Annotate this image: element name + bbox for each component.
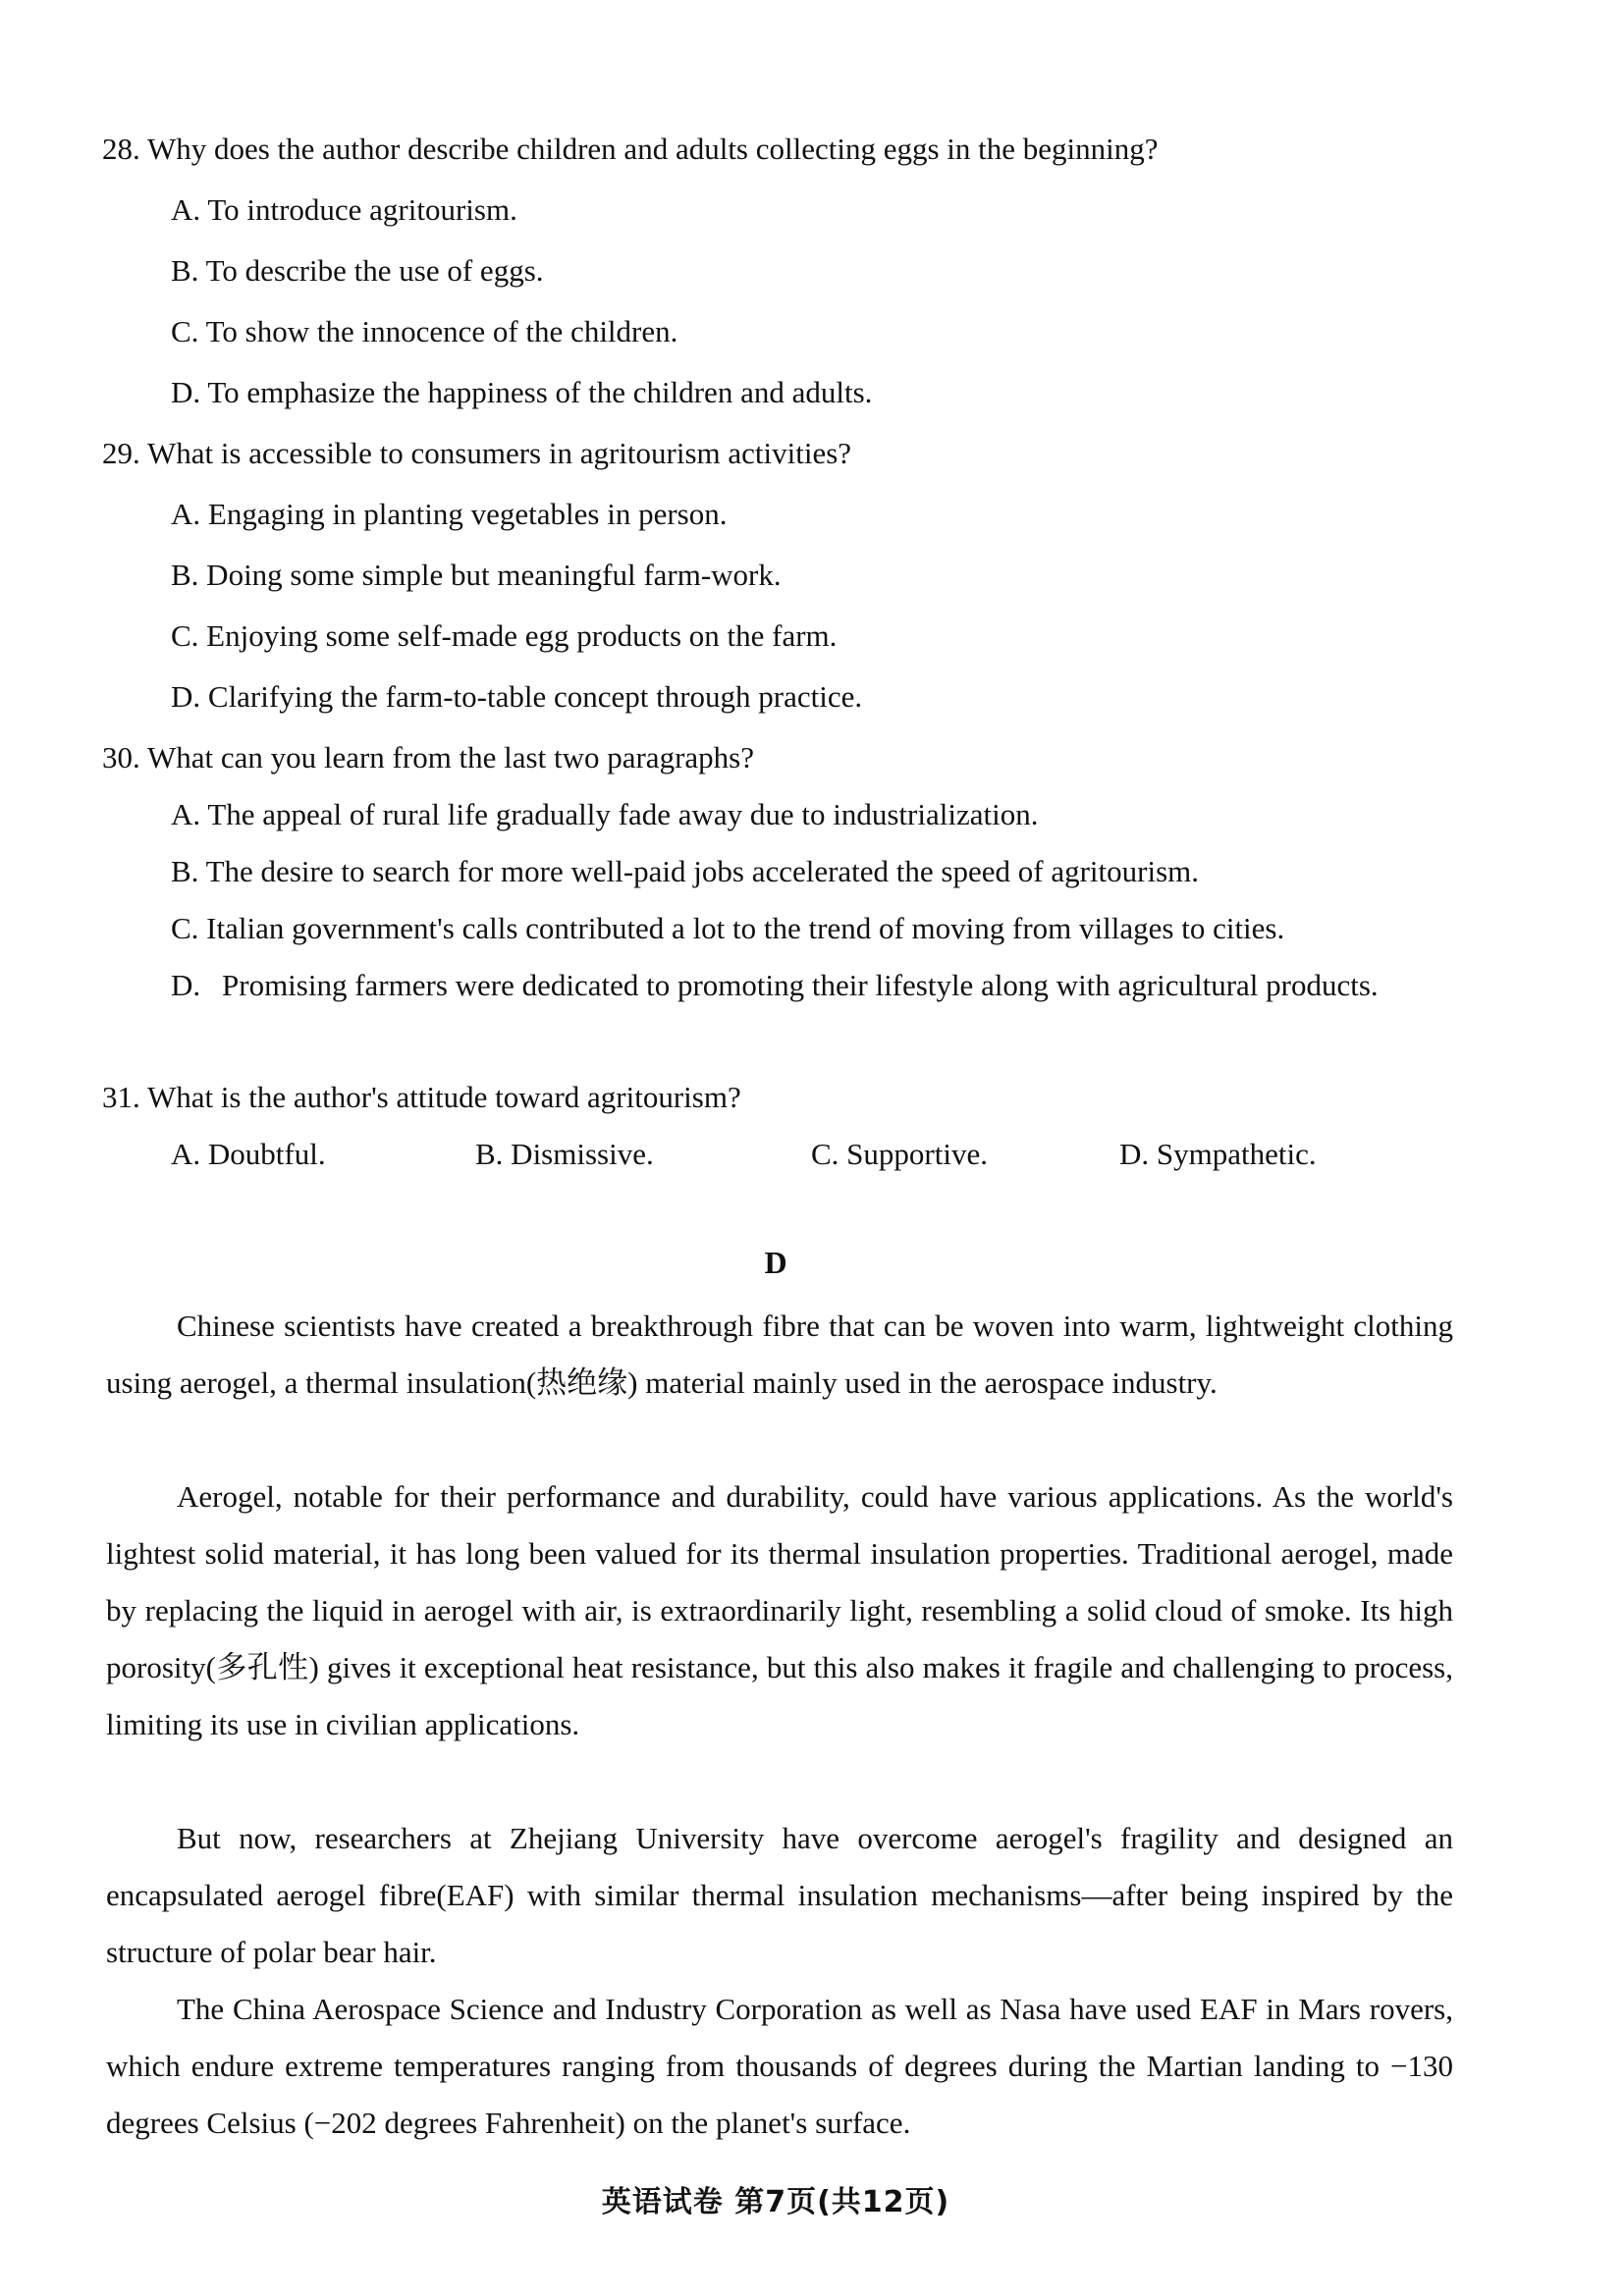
passage-paragraph-3: But now, researchers at Zhejiang University have overcome aerogel's fragility and designed an encapsulated aerogel fibre(EAF) with similar thermal insulation mechanisms—after being inspired by the structure of polar bear hair. [106,1821,1453,1969]
question-30-option-c: C. Italian government's calls contributed a lot to the trend of moving from villages to cities. [171,911,1285,945]
page-footer: 英语试卷 第7页(共12页) [601,2185,950,2219]
question-28-option-c: C. To show the innocence of the children. [171,314,678,348]
question-30-stem: 30. What can you learn from the last two paragraphs? [102,740,754,774]
question-30-option-d-letter: D. [171,968,201,1002]
question-31-option-a: A. Doubtful. [171,1137,326,1171]
question-29-option-d: D. Clarifying the farm-to-table concept through practice. [171,679,863,714]
question-29-option-c: C. Enjoying some self-made egg products on the farm. [171,618,838,653]
question-28-option-d: D. To emphasize the happiness of the children and adults. [171,375,873,409]
question-31-option-b: B. Dismissive. [475,1137,654,1171]
question-28-option-b: B. To describe the use of eggs. [171,253,544,288]
question-30-option-b: B. The desire to search for more well-paid jobs accelerated the speed of agritourism. [171,854,1200,888]
question-30-option-d-text: Promising farmers were dedicated to promoting their lifestyle along with agricultural products. [222,968,1379,1002]
question-28-stem: 28. Why does the author describe children and adults collecting eggs in the beginning? [102,132,1159,166]
question-29-option-b: B. Doing some simple but meaningful farm-work. [171,558,782,592]
question-31-option-d: D. Sympathetic. [1119,1137,1317,1171]
question-29-option-a: A. Engaging in planting vegetables in person. [171,497,728,531]
question-31-option-c: C. Supportive. [811,1137,988,1171]
question-30-option-d [171,957,1453,1014]
section-heading: D [764,1245,787,1280]
question-30-option-a: A. The appeal of rural life gradually fade away due to industrialization. [171,797,1039,831]
question-31-stem: 31. What is the author's attitude toward agritourism? [102,1080,741,1114]
question-29-stem: 29. What is accessible to consumers in agritourism activities? [102,436,852,470]
question-28-option-a: A. To introduce agritourism. [171,192,517,227]
passage-paragraph-4: The China Aerospace Science and Industry Corporation as well as Nasa have used EAF in Mars rovers, which endure extreme temperatures ranging from thousands of degrees during the Martian landing to −130 degrees Celsius (−202 degrees Fahrenheit) on the planet's surface. [106,1992,1453,2140]
passage-paragraph-1: Chinese scientists have created a breakthrough fibre that can be woven into warm, lightweight clothing using aerogel, a thermal insulation(热绝缘) material mainly used in the aerospace industry. [106,1308,1453,1400]
passage-paragraph-2: Aerogel, notable for their performance and durability, could have various applications. As the world's lightest solid material, it has long been valued for its thermal insulation properties. Traditional aerogel, made by replacing the liquid in aerogel with air, is extraordinarily light, resembling a solid cloud of smoke. Its high porosity(多孔性) gives it exceptional heat resistance, but this also makes it fragile and challenging to process, limiting its use in civilian applications. [106,1479,1453,1741]
